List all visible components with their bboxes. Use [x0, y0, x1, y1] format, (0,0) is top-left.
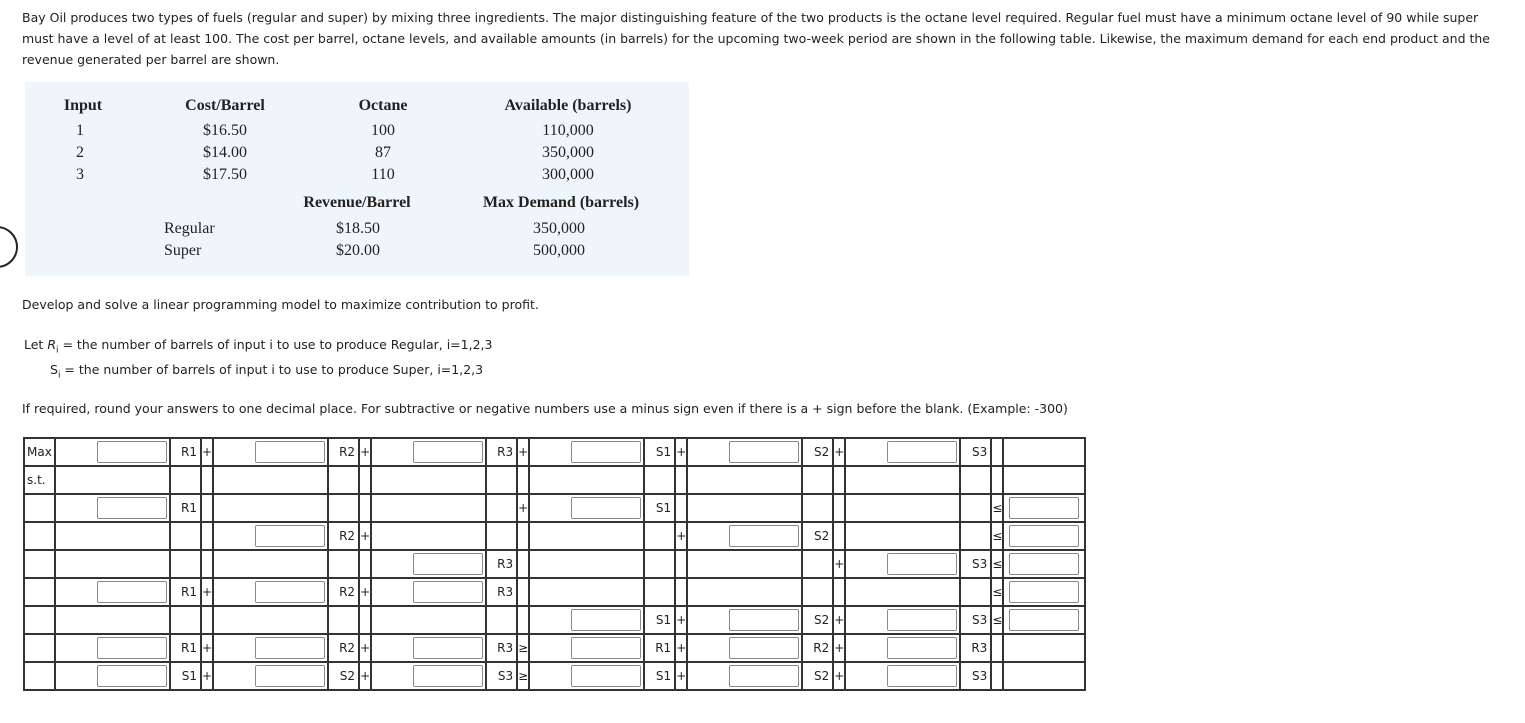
- blank-cell: [1003, 438, 1085, 466]
- plus-sign: +: [359, 578, 371, 606]
- blank-cell: [960, 578, 991, 606]
- var-label: R2: [328, 438, 359, 466]
- var-label: R3: [960, 634, 991, 662]
- blank-cell: [802, 466, 833, 494]
- blank-cell: [1003, 634, 1085, 662]
- blank-cell: [991, 466, 1003, 494]
- coef-input[interactable]: [571, 637, 641, 659]
- blank-cell: [486, 606, 517, 634]
- plus-sign: +: [201, 578, 213, 606]
- constraint-row: [24, 550, 1085, 578]
- plus-sign: +: [833, 438, 845, 466]
- var-r: R: [47, 337, 56, 352]
- blank-cell: [170, 550, 201, 578]
- blank-cell: [644, 522, 675, 550]
- rhs-input[interactable]: [1009, 581, 1079, 603]
- coef-input[interactable]: [97, 581, 167, 603]
- blank-cell: [24, 522, 55, 550]
- coef-input[interactable]: [887, 441, 957, 463]
- blank-cell: [359, 494, 371, 522]
- coef-cell: [845, 438, 960, 466]
- plus-sign: +: [201, 634, 213, 662]
- var-label: R3: [486, 550, 517, 578]
- coef-input[interactable]: [255, 581, 325, 603]
- coef-cell: [845, 550, 960, 578]
- blank-cell: [845, 494, 960, 522]
- plus-sign: +: [517, 494, 529, 522]
- var-label: S1: [170, 662, 201, 690]
- blank-cell: [833, 466, 845, 494]
- coef-cell: [55, 578, 170, 606]
- cell-octane: 110: [371, 166, 395, 183]
- var-label: S1: [644, 494, 675, 522]
- blank-cell: [24, 494, 55, 522]
- coef-input[interactable]: [413, 665, 483, 687]
- coef-input[interactable]: [413, 441, 483, 463]
- var-label: S2: [802, 522, 833, 550]
- cell-available: 350,000: [542, 144, 594, 161]
- blank-cell: [201, 550, 213, 578]
- leq-sign: ≤: [991, 578, 1003, 606]
- coef-cell: [687, 438, 802, 466]
- cell-cost: $14.00: [203, 144, 247, 161]
- blank-cell: [644, 578, 675, 606]
- header-octane: Octane: [358, 97, 408, 114]
- blank-cell: [359, 606, 371, 634]
- blank-cell: [991, 438, 1003, 466]
- blank-cell: [529, 578, 644, 606]
- plus-sign: +: [675, 522, 687, 550]
- blank-cell: [201, 494, 213, 522]
- definition-r: [24, 337, 492, 356]
- coef-cell: [55, 494, 170, 522]
- blank-cell: [24, 606, 55, 634]
- constraint-row: [24, 606, 1085, 634]
- leq-sign: ≤: [991, 550, 1003, 578]
- blank-cell: [486, 522, 517, 550]
- blank-cell: [371, 494, 486, 522]
- blank-cell: [644, 466, 675, 494]
- develop-instruction: Develop and solve a linear programming model to maximize contribution to profit.: [22, 297, 539, 312]
- blank-cell: [991, 662, 1003, 690]
- blank-cell: [675, 494, 687, 522]
- plus-sign: +: [675, 606, 687, 634]
- var-label: R3: [486, 578, 517, 606]
- var-label: R1: [170, 578, 201, 606]
- geq-sign: ≥: [517, 662, 529, 690]
- blank-cell: [359, 550, 371, 578]
- problem-statement: Bay Oil produces two types of fuels (regular and super) by mixing three ingredients. The major distinguishing feature of the two products is the octane level required. Regular fuel must have a minimum octane level of 90 while super must have a level of at least 100. The cost per barrel, octane levels, and available amounts (in barrels) for the upcoming two-week period are shown in the following table. Likewise, the maximum demand for each end product and the revenue generated per barrel are shown.: [22, 10, 1490, 67]
- plus-sign: +: [359, 438, 371, 466]
- cell-cost: $17.50: [203, 166, 247, 183]
- coef-input[interactable]: [571, 441, 641, 463]
- plus-sign: +: [675, 634, 687, 662]
- coef-cell: [213, 438, 328, 466]
- var-label: S2: [802, 662, 833, 690]
- blank-cell: [802, 550, 833, 578]
- var-label: R2: [328, 578, 359, 606]
- coef-input[interactable]: [729, 609, 799, 631]
- cell-available: 300,000: [542, 166, 594, 183]
- blank-cell: [517, 550, 529, 578]
- header-input: Input: [63, 97, 103, 114]
- var-label: S2: [802, 606, 833, 634]
- coef-cell: [687, 634, 802, 662]
- coef-input[interactable]: [571, 609, 641, 631]
- blank-cell: [201, 606, 213, 634]
- coef-cell: [845, 634, 960, 662]
- objective-row: [24, 438, 1085, 466]
- rounding-instructions: If required, round your answers to one decimal place. For subtractive or negative numbers use a minus sign even if there is a + sign before the blank. (Example: -300): [22, 401, 1068, 416]
- coef-cell: [371, 550, 486, 578]
- var-label: S1: [644, 662, 675, 690]
- coef-cell: [687, 606, 802, 634]
- blank-cell: [213, 466, 328, 494]
- rhs-cell: [1003, 578, 1085, 606]
- blank-cell: [644, 550, 675, 578]
- blank-cell: [845, 578, 960, 606]
- blank-cell: [687, 578, 802, 606]
- constraint-row: [24, 662, 1085, 690]
- leq-sign: ≤: [991, 522, 1003, 550]
- var-label: S3: [960, 662, 991, 690]
- plus-sign: +: [359, 522, 371, 550]
- header-cost: Cost/Barrel: [185, 97, 265, 114]
- var-label: S3: [486, 662, 517, 690]
- constraint-row: [24, 578, 1085, 606]
- var-label: S3: [960, 550, 991, 578]
- blank-cell: [486, 494, 517, 522]
- coef-input[interactable]: [887, 609, 957, 631]
- coef-input[interactable]: [887, 665, 957, 687]
- coef-cell: [371, 634, 486, 662]
- blank-cell: [201, 522, 213, 550]
- blank-cell: [960, 494, 991, 522]
- blank-cell: [328, 494, 359, 522]
- var-label: R2: [328, 634, 359, 662]
- blank-cell: [1003, 466, 1085, 494]
- constraint-row: [24, 494, 1085, 522]
- var-label: S2: [802, 438, 833, 466]
- blank-cell: [833, 578, 845, 606]
- geq-sign: ≥: [517, 634, 529, 662]
- product-name: Super: [164, 242, 202, 259]
- coef-cell: [529, 438, 644, 466]
- coef-cell: [213, 578, 328, 606]
- blank-cell: [517, 578, 529, 606]
- product-demand: 500,000: [533, 242, 585, 259]
- blank-cell: [24, 662, 55, 690]
- plus-sign: +: [359, 634, 371, 662]
- coef-cell: [213, 634, 328, 662]
- plus-sign: +: [675, 438, 687, 466]
- blank-cell: [960, 522, 991, 550]
- blank-cell: [687, 494, 802, 522]
- blank-cell: [529, 466, 644, 494]
- blank-cell: [517, 466, 529, 494]
- blank-cell: [328, 606, 359, 634]
- coef-input[interactable]: [255, 665, 325, 687]
- blank-cell: [991, 634, 1003, 662]
- rhs-input[interactable]: [1009, 497, 1079, 519]
- blank-cell: [201, 466, 213, 494]
- blank-cell: [24, 634, 55, 662]
- coef-input[interactable]: [729, 665, 799, 687]
- blank-cell: [328, 466, 359, 494]
- constraint-row: [24, 522, 1085, 550]
- blank-cell: [55, 606, 170, 634]
- coef-input[interactable]: [413, 581, 483, 603]
- cell-input: 1: [76, 122, 84, 139]
- plus-sign: +: [201, 438, 213, 466]
- blank-cell: [529, 550, 644, 578]
- var-label: S3: [960, 606, 991, 634]
- rhs-cell: [1003, 606, 1085, 634]
- blank-cell: [24, 578, 55, 606]
- blank-cell: [529, 522, 644, 550]
- coef-cell: [687, 662, 802, 690]
- var-label: R1: [644, 634, 675, 662]
- plus-sign: +: [675, 662, 687, 690]
- plus-sign: +: [833, 550, 845, 578]
- plus-sign: +: [359, 662, 371, 690]
- var-label: S2: [328, 662, 359, 690]
- rhs-cell: [1003, 550, 1085, 578]
- blank-cell: [170, 606, 201, 634]
- cell-input: 3: [76, 166, 84, 183]
- coef-cell: [213, 522, 328, 550]
- coef-input[interactable]: [729, 637, 799, 659]
- coef-input[interactable]: [255, 525, 325, 547]
- blank-cell: [675, 550, 687, 578]
- blank-cell: [687, 550, 802, 578]
- blank-cell: [55, 466, 170, 494]
- blank-cell: [371, 466, 486, 494]
- let-prefix: Let: [24, 337, 48, 352]
- blank-cell: [675, 466, 687, 494]
- var-label: R1: [170, 494, 201, 522]
- header-revenue: Revenue/Barrel: [303, 194, 411, 211]
- rhs-input[interactable]: [1009, 609, 1079, 631]
- plus-sign: +: [201, 662, 213, 690]
- blank-cell: [213, 550, 328, 578]
- coef-cell: [529, 634, 644, 662]
- coef-cell: [529, 494, 644, 522]
- definition-text: = the number of barrels of input i to use to produce Regular, i=1,2,3: [58, 337, 493, 352]
- rhs-input[interactable]: [1009, 525, 1079, 547]
- blank-cell: [170, 522, 201, 550]
- blank-cell: [802, 578, 833, 606]
- coef-cell: [55, 662, 170, 690]
- coef-cell: [529, 606, 644, 634]
- leq-sign: ≤: [991, 494, 1003, 522]
- var-s: S: [50, 362, 58, 377]
- header-available: Available (barrels): [504, 97, 632, 114]
- coef-input[interactable]: [571, 497, 641, 519]
- blank-cell: [833, 522, 845, 550]
- coef-input[interactable]: [413, 637, 483, 659]
- blank-cell: [845, 522, 960, 550]
- lp-model-table: [23, 437, 1086, 691]
- max-label: Max: [24, 438, 55, 466]
- blank-cell: [802, 494, 833, 522]
- rhs-cell: [1003, 522, 1085, 550]
- blank-cell: [1003, 662, 1085, 690]
- coef-cell: [371, 438, 486, 466]
- plus-sign: +: [517, 438, 529, 466]
- blank-cell: [213, 606, 328, 634]
- var-label: S3: [960, 438, 991, 466]
- coef-cell: [845, 662, 960, 690]
- coef-cell: [371, 578, 486, 606]
- coef-input[interactable]: [729, 441, 799, 463]
- coef-input[interactable]: [97, 497, 167, 519]
- blank-cell: [687, 466, 802, 494]
- coef-input[interactable]: [571, 665, 641, 687]
- definition-s: [50, 362, 483, 381]
- side-circle-icon: [0, 226, 18, 268]
- coef-cell: [529, 662, 644, 690]
- plus-sign: +: [833, 662, 845, 690]
- plus-sign: +: [833, 634, 845, 662]
- blank-cell: [170, 466, 201, 494]
- var-label: R2: [802, 634, 833, 662]
- definition-text: = the number of barrels of input i to use to produce Super, i=1,2,3: [60, 362, 484, 377]
- blank-cell: [359, 466, 371, 494]
- var-label: R3: [486, 634, 517, 662]
- coef-input[interactable]: [255, 637, 325, 659]
- coef-cell: [55, 634, 170, 662]
- cell-input: 2: [76, 144, 84, 161]
- data-table: [25, 82, 689, 276]
- coef-input[interactable]: [255, 441, 325, 463]
- coef-cell: [371, 662, 486, 690]
- st-row: [24, 466, 1085, 494]
- blank-cell: [833, 494, 845, 522]
- cell-cost: $16.50: [203, 122, 247, 139]
- cell-octane: 100: [371, 122, 395, 139]
- coef-input[interactable]: [97, 637, 167, 659]
- blank-cell: [55, 522, 170, 550]
- cell-octane: 87: [375, 144, 391, 161]
- constraint-row: [24, 634, 1085, 662]
- blank-cell: [960, 466, 991, 494]
- blank-cell: [24, 550, 55, 578]
- header-max-demand: Max Demand (barrels): [482, 194, 640, 211]
- subscript: i: [56, 345, 59, 356]
- coef-input[interactable]: [97, 441, 167, 463]
- rhs-input[interactable]: [1009, 553, 1079, 575]
- coef-cell: [687, 522, 802, 550]
- subscript: i: [57, 370, 61, 381]
- product-revenue: $20.00: [336, 242, 380, 259]
- blank-cell: [517, 606, 529, 634]
- coef-input[interactable]: [97, 665, 167, 687]
- blank-cell: [213, 494, 328, 522]
- plus-sign: +: [833, 606, 845, 634]
- coef-input[interactable]: [729, 525, 799, 547]
- product-revenue: $18.50: [336, 220, 380, 237]
- cell-available: 110,000: [542, 122, 594, 139]
- blank-cell: [517, 522, 529, 550]
- var-label: R3: [486, 438, 517, 466]
- var-label: S1: [644, 606, 675, 634]
- blank-cell: [845, 466, 960, 494]
- coef-input[interactable]: [413, 553, 483, 575]
- blank-cell: [486, 466, 517, 494]
- blank-cell: [371, 522, 486, 550]
- var-label: R1: [170, 634, 201, 662]
- rhs-cell: [1003, 494, 1085, 522]
- coef-input[interactable]: [887, 637, 957, 659]
- product-demand: 350,000: [533, 220, 585, 237]
- coef-cell: [213, 662, 328, 690]
- blank-cell: [55, 550, 170, 578]
- leq-sign: ≤: [991, 606, 1003, 634]
- blank-cell: [371, 606, 486, 634]
- blank-cell: [675, 578, 687, 606]
- var-label: R2: [328, 522, 359, 550]
- var-label: R1: [170, 438, 201, 466]
- coef-cell: [845, 606, 960, 634]
- blank-cell: [328, 550, 359, 578]
- coef-input[interactable]: [887, 553, 957, 575]
- st-label: s.t.: [24, 466, 55, 494]
- product-name: Regular: [164, 220, 215, 237]
- var-label: S1: [644, 438, 675, 466]
- coef-cell: [55, 438, 170, 466]
